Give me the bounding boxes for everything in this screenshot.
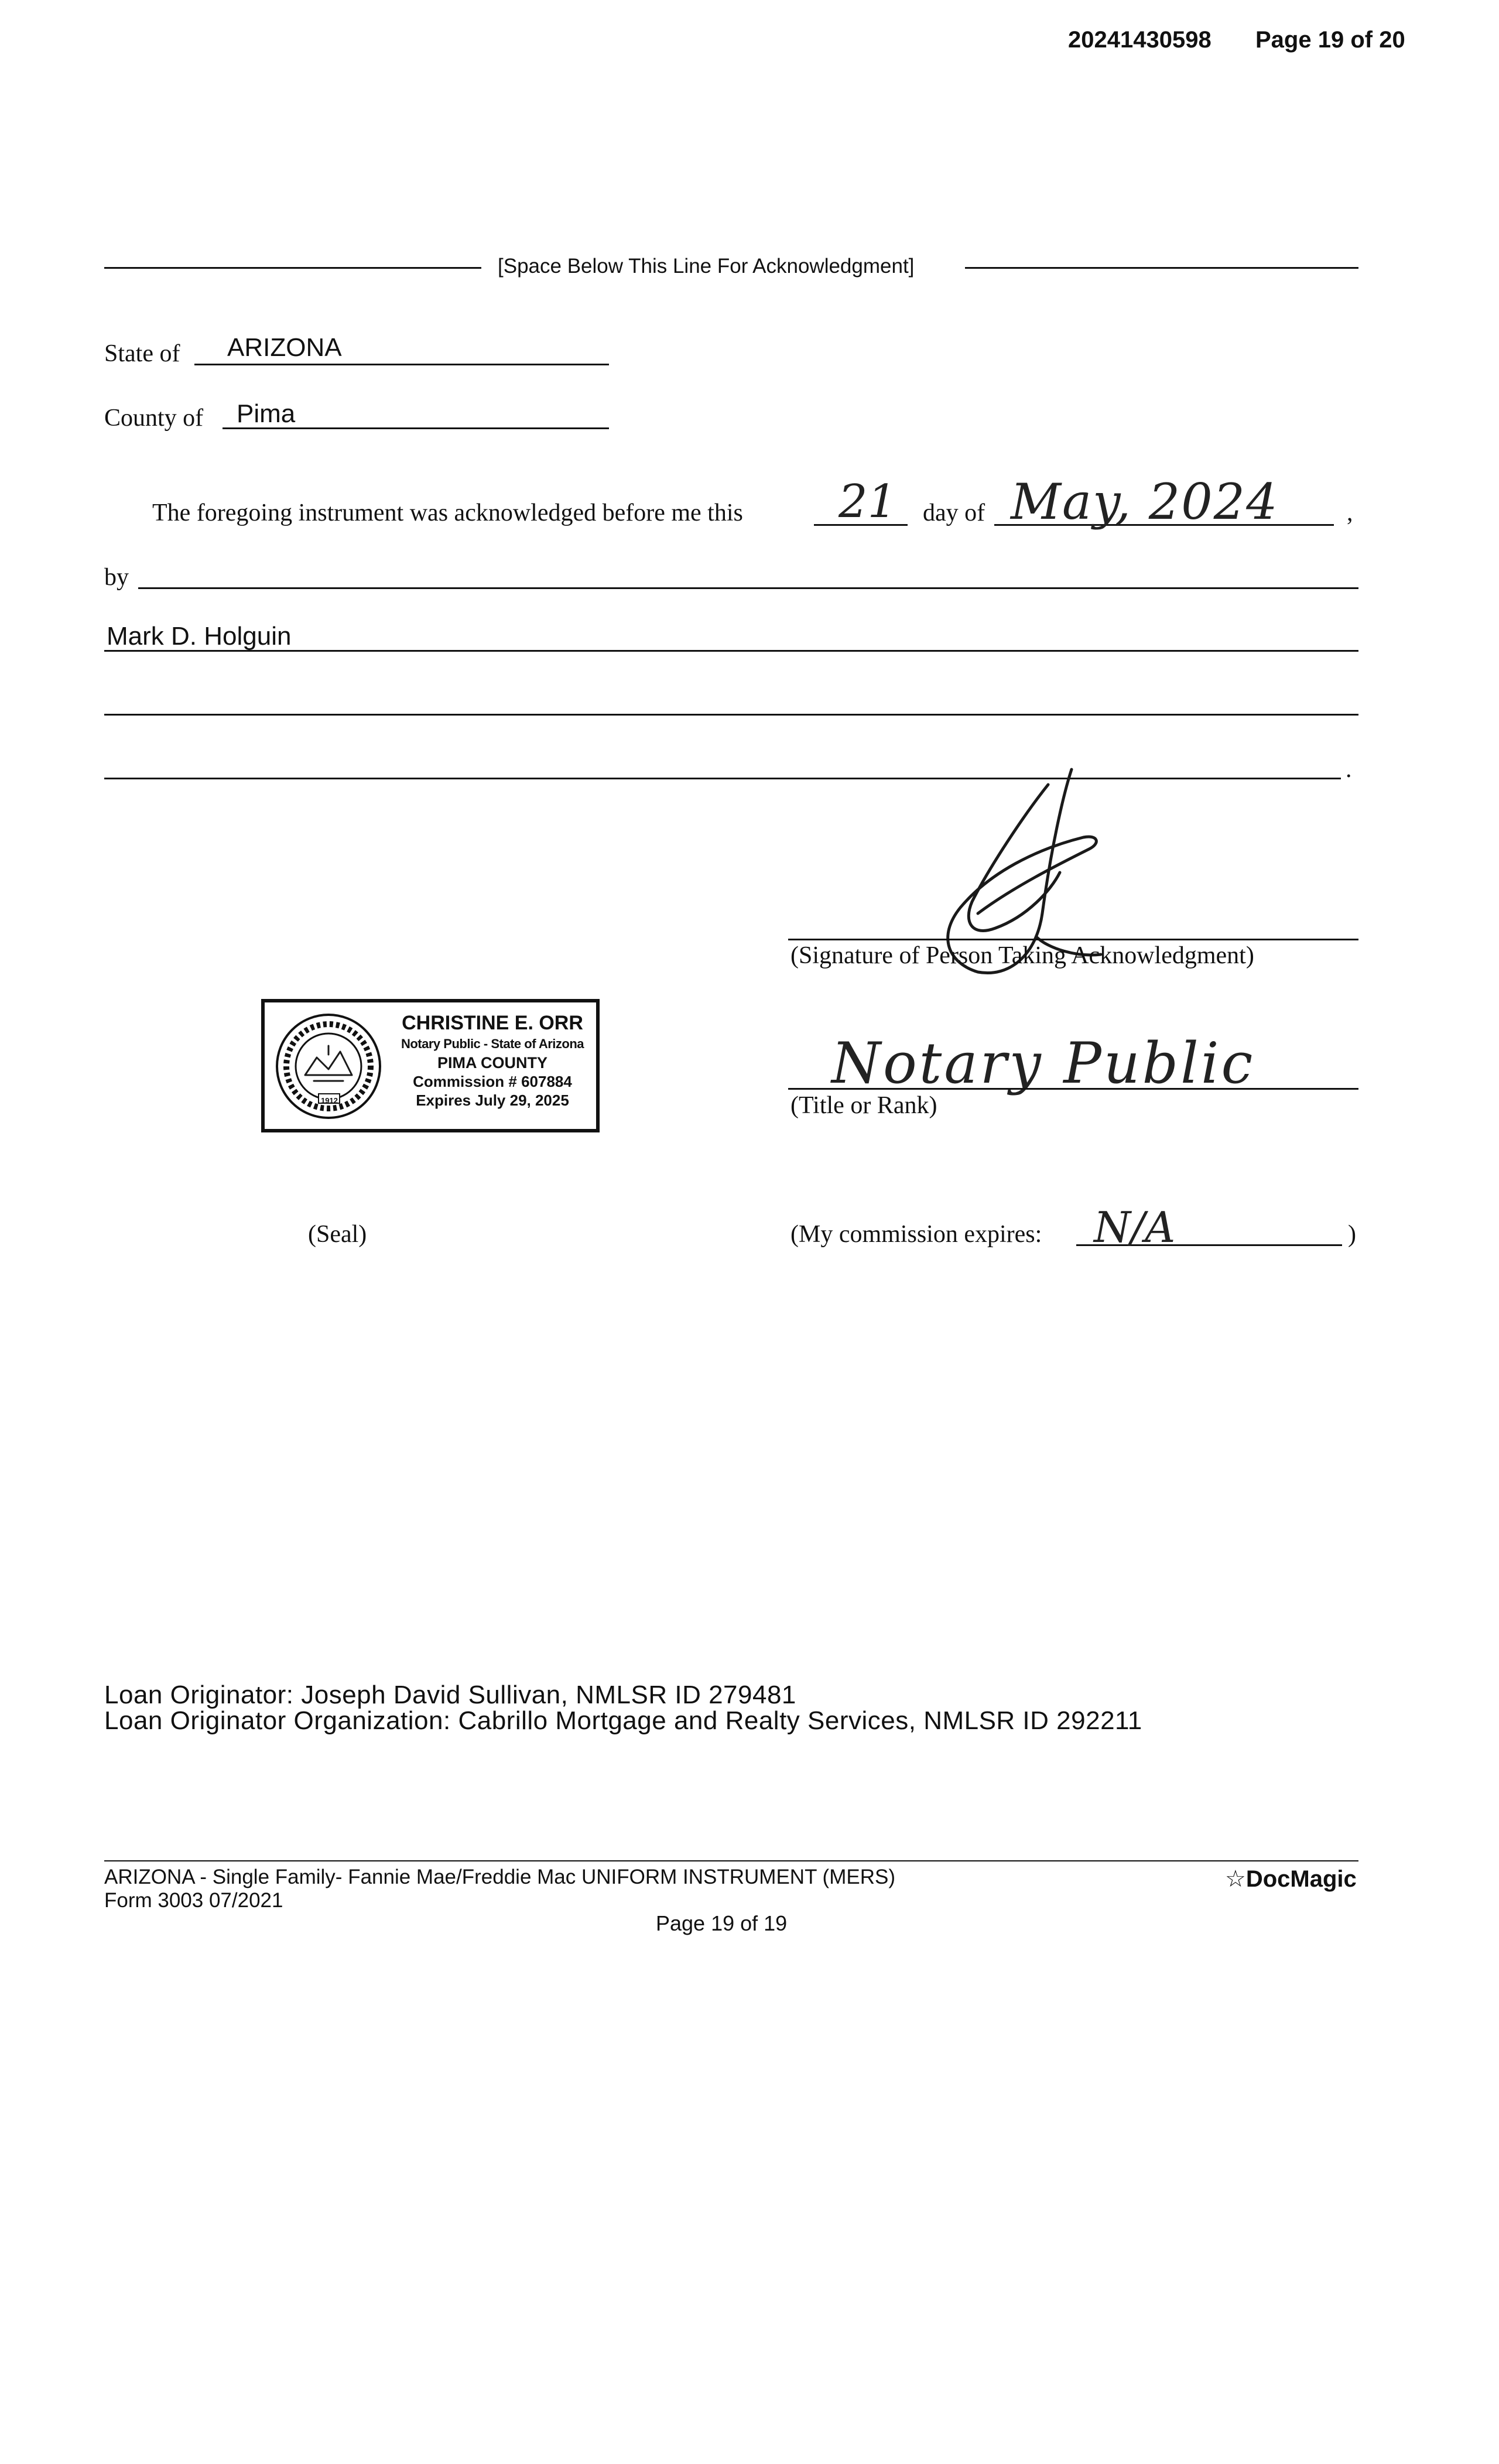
county-label: County of — [104, 405, 204, 432]
handwritten-commission: N/A — [1094, 1203, 1176, 1252]
footer-rule — [104, 1860, 1358, 1861]
signature-caption: (Signature of Person Taking Acknowledgment) — [790, 942, 1254, 969]
footer-form-number: Form 3003 07/2021 — [104, 1889, 283, 1912]
stamp-line-4: Expires July 29, 2025 — [416, 1091, 569, 1109]
title-line — [788, 1088, 1358, 1090]
document-number: 20241430598 — [1068, 27, 1211, 53]
day-of-label: day of — [923, 499, 985, 526]
handwritten-title: Notary Public — [831, 1031, 1255, 1096]
signer-line — [104, 650, 1358, 652]
title-caption: (Title or Rank) — [790, 1092, 937, 1119]
handwritten-day: 21 — [839, 475, 897, 528]
stamp-line-3: Commission # 607884 — [413, 1073, 572, 1090]
loan-originator-line-2: Loan Originator Organization: Cabrillo Mortgage and Realty Services, NMLSR ID 292211 — [104, 1706, 1142, 1735]
signer-name: Mark D. Holguin — [107, 622, 292, 651]
state-seal-icon — [273, 1011, 384, 1122]
footer-form-title: ARIZONA - Single Family- Fannie Mae/Freddie Mac UNIFORM INSTRUMENT (MERS) — [104, 1866, 895, 1888]
footer-page-label: Page 19 of 19 — [656, 1911, 788, 1935]
separator-line-right — [965, 267, 1358, 269]
star-icon: ☆ — [1225, 1866, 1246, 1892]
commission-label: (My commission expires: — [790, 1221, 1042, 1248]
page-header-label: Page 19 of 20 — [1255, 27, 1405, 53]
line-period: . — [1346, 756, 1352, 783]
by-label: by — [104, 564, 129, 591]
acknowledgment-sentence: The foregoing instrument was acknowledged before me this — [152, 499, 743, 526]
stamp-seal-year: 1912 — [321, 1096, 338, 1105]
notary-stamp — [261, 999, 600, 1132]
separator-text: [Space Below This Line For Acknowledgment] — [498, 255, 915, 278]
brand-text: DocMagic — [1245, 1866, 1357, 1892]
loan-originator-line-1: Loan Originator: Joseph David Sullivan, NMLSR ID 279481 — [104, 1681, 796, 1709]
county-value: Pima — [237, 399, 296, 428]
state-value: ARIZONA — [227, 333, 342, 362]
stamp-line-1: Notary Public - State of Arizona — [401, 1036, 584, 1051]
by-line — [138, 587, 1358, 589]
separator-line-left — [104, 267, 481, 269]
blank-line-1 — [104, 714, 1358, 716]
date-trailing-comma: , — [1347, 499, 1353, 526]
stamp-notary-name: CHRISTINE E. ORR — [402, 1012, 583, 1034]
docmagic-brand — [1225, 1866, 1357, 1893]
signature-line — [788, 939, 1358, 940]
state-field-line — [194, 364, 609, 365]
handwritten-date: May, 2024 — [1011, 473, 1279, 531]
blank-line-2 — [104, 778, 1341, 779]
seal-caption: (Seal) — [308, 1221, 367, 1248]
commission-close: ) — [1348, 1221, 1356, 1248]
state-label: State of — [104, 340, 180, 367]
stamp-line-2: PIMA COUNTY — [437, 1054, 547, 1072]
